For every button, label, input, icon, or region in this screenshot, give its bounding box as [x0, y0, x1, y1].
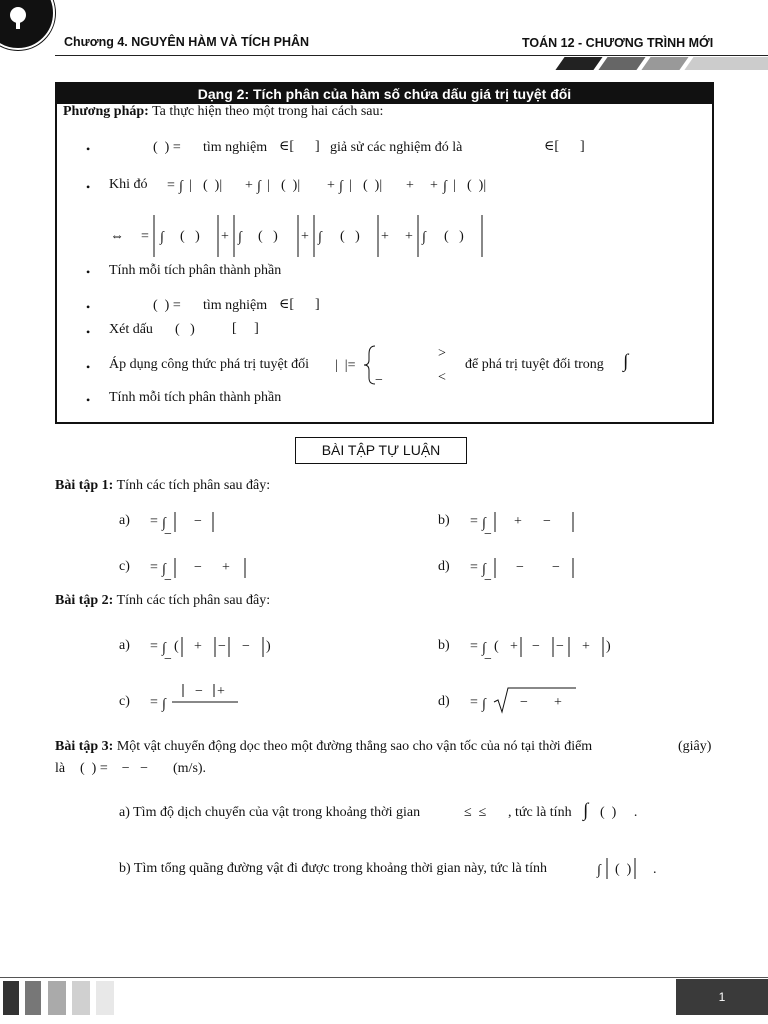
step4-text: Tính mỗi tích phân thành phần [109, 263, 282, 278]
svg-text:∫: ∫ [597, 863, 601, 878]
svg-text:⇔: ⇔ [110, 229, 124, 244]
svg-text:+: + [406, 178, 414, 193]
svg-text:−: − [484, 573, 492, 588]
svg-text:∫: ∫ [162, 641, 166, 656]
svg-text:−: − [516, 560, 524, 575]
part-a-tail: , tức là tính [508, 805, 572, 820]
exercise-3-heading [55, 739, 592, 755]
ex2-d-integral [470, 684, 590, 720]
svg-text:−: − [552, 560, 560, 575]
svg-text:( ): ( ) [258, 229, 278, 244]
ex2-b-integral [470, 630, 630, 666]
method-box-title: Dạng 2: Tích phân của hàm số chứa dấu giá trị tuyệt đối [57, 84, 712, 104]
in-bracket: ∈[ ] [544, 139, 585, 154]
svg-text:−: − [218, 639, 226, 654]
part-b: b) Tìm tổng quãng đường vật đi được trong khoảng thời gian này, tức là tính [119, 861, 547, 876]
ex1-d-integral [470, 552, 590, 586]
svg-text:| |=: | |= [335, 358, 356, 373]
section-title: BÀI TẬP TỰ LUẬN [295, 437, 467, 464]
bullet: • [86, 180, 91, 194]
svg-text:−: − [375, 373, 383, 388]
svg-text:+: + [405, 229, 413, 244]
svg-text:+: + [217, 684, 225, 699]
svg-text:(: ( [174, 639, 179, 654]
header-stripe [684, 57, 768, 70]
exercise-label: Bài tập 2: [55, 593, 114, 608]
svg-text:−: − [242, 639, 250, 654]
bracket-glyph: [ ] [232, 321, 259, 336]
svg-text:|: | [189, 178, 192, 193]
step8-text: Tính mỗi tích phân thành phần [109, 390, 282, 405]
footer-bar [48, 981, 66, 1015]
logo [0, 0, 56, 51]
svg-text:=: = [167, 178, 175, 193]
svg-text:): ) [266, 639, 271, 654]
svg-text:( ): ( ) [180, 229, 200, 244]
svg-text:−: − [164, 573, 172, 588]
bullet: • [86, 360, 91, 374]
svg-text:.: . [653, 862, 657, 877]
svg-text:∫: ∫ [339, 179, 343, 194]
footer-bar [96, 981, 114, 1015]
header-stripe [641, 57, 688, 70]
svg-text:( ): ( ) [615, 862, 632, 877]
integral-sign: ∫ [583, 800, 589, 821]
svg-text:|: | [453, 178, 456, 193]
svg-text:+: + [381, 229, 389, 244]
svg-text:−: − [556, 639, 564, 654]
svg-text:+: + [582, 639, 590, 654]
ex2-a-integral [150, 630, 290, 666]
header-stripe [555, 57, 602, 70]
equiv-sum [110, 213, 490, 259]
in-bracket: ∈[ ] [279, 297, 320, 312]
step7-b: để phá trị tuyệt đối trong [465, 357, 604, 372]
ex1-b-integral [470, 506, 590, 540]
item-label: a) [119, 638, 130, 653]
svg-text:+: + [194, 639, 202, 654]
svg-text:∫: ∫ [179, 179, 183, 194]
svg-text:=: = [470, 514, 478, 529]
svg-text:+: + [221, 229, 229, 244]
svg-text:∫: ∫ [162, 562, 166, 577]
bullet: • [86, 265, 91, 279]
course-title: TOÁN 12 - CHƯƠNG TRÌNH MỚI [522, 36, 714, 50]
svg-text:(: ( [494, 639, 499, 654]
item-label: a) [119, 513, 130, 528]
part-a: a) Tìm độ dịch chuyển của vật trong khoảng thời gian [119, 805, 421, 820]
ex1-c-integral [150, 552, 260, 586]
line2-start: là [55, 761, 66, 776]
svg-text:+: + [327, 178, 335, 193]
svg-text:−: − [543, 514, 551, 529]
ex1-a-integral [150, 506, 230, 540]
step6-text: Xét dấu [109, 322, 153, 337]
exercise-text: Tính các tích phân sau đây: [116, 478, 271, 493]
svg-text:+: + [222, 560, 230, 575]
svg-text:( )|: ( )| [363, 178, 383, 193]
inequality-glyph: ≤ ≤ [464, 805, 487, 820]
exercise-text: Một vật chuyển động dọc theo một đường thẳng sao cho vận tốc của nó tại thời điểm [116, 739, 593, 754]
svg-text:( )|: ( )| [467, 178, 487, 193]
svg-text:=: = [150, 695, 158, 710]
item-label: d) [438, 694, 450, 709]
unit-time: (giây) [678, 739, 712, 754]
svg-text:−: − [484, 527, 492, 542]
svg-text:−: − [164, 652, 172, 667]
header-divider [55, 55, 768, 56]
svg-text:−: − [164, 527, 172, 542]
chapter-title: Chương 4. NGUYÊN HÀM VÀ TÍCH PHÂN [64, 35, 310, 49]
footer-bar [72, 981, 90, 1015]
svg-text:−: − [195, 684, 203, 699]
step5-mid: tìm nghiệm [203, 298, 268, 313]
step2-label: Khi đó [109, 177, 148, 192]
svg-text:+: + [301, 229, 309, 244]
svg-text:( ): ( ) [340, 229, 360, 244]
svg-text:=: = [150, 514, 158, 529]
step1-tail: giả sử các nghiệm đó là [330, 140, 463, 155]
exercise-1-heading [55, 478, 270, 494]
svg-text:−: − [194, 560, 202, 575]
paren-glyph: ( ) = [153, 298, 181, 313]
svg-text:=: = [470, 695, 478, 710]
svg-text:): ) [606, 639, 611, 654]
step7-a: Áp dụng công thức phá trị tuyệt đối [109, 357, 310, 372]
exercise-label: Bài tập 1: [55, 478, 114, 493]
svg-text:−: − [520, 695, 528, 710]
bullet: • [86, 300, 91, 314]
svg-text:( )|: ( )| [281, 178, 301, 193]
item-label: b) [438, 513, 450, 528]
exercise-text: Tính các tích phân sau đây: [116, 593, 271, 608]
footer-bar [3, 981, 19, 1015]
svg-text:|: | [349, 178, 352, 193]
svg-text:∫: ∫ [162, 697, 166, 712]
svg-text:+: + [510, 639, 518, 654]
svg-text:∫: ∫ [422, 230, 426, 245]
svg-text:∫: ∫ [160, 230, 164, 245]
method-intro [63, 104, 383, 120]
sum-of-integrals [165, 172, 505, 198]
header-stripe [598, 57, 645, 70]
velocity-formula: ( ) = − − [80, 761, 149, 776]
integral-sign: ∫ [623, 351, 629, 372]
item-label: c) [119, 694, 130, 709]
svg-text:=: = [470, 639, 478, 654]
bullet: • [86, 393, 91, 407]
paren-glyph: ( ) . [600, 805, 638, 820]
ex2-c-integral [150, 681, 250, 721]
svg-text:∫: ∫ [238, 230, 242, 245]
svg-text:∫: ∫ [162, 516, 166, 531]
svg-text:∫: ∫ [482, 516, 486, 531]
paren-glyph: ( ) [175, 322, 195, 337]
svg-text:=: = [141, 229, 149, 244]
footer-divider [0, 977, 768, 978]
item-label: c) [119, 559, 130, 574]
svg-text:=: = [470, 560, 478, 575]
svg-text:+: + [430, 178, 438, 193]
bullet: • [86, 142, 91, 156]
svg-text:|: | [267, 178, 270, 193]
svg-text:+: + [245, 178, 253, 193]
page-number: 1 [676, 979, 768, 1015]
svg-text:>: > [438, 346, 446, 361]
svg-text:∫: ∫ [318, 230, 322, 245]
svg-text:+: + [514, 514, 522, 529]
method-label: Phương pháp: [63, 104, 149, 119]
svg-text:∫: ∫ [257, 179, 261, 194]
svg-text:=: = [150, 560, 158, 575]
abs-definition [333, 342, 463, 388]
tree-icon [0, 0, 56, 51]
in-bracket: ∈[ ] [279, 139, 320, 154]
svg-text:−: − [484, 652, 492, 667]
svg-text:∫: ∫ [482, 562, 486, 577]
method-text: Ta thực hiện theo một trong hai cách sau: [152, 104, 384, 119]
abs-integral [597, 855, 667, 885]
bullet: • [86, 325, 91, 339]
svg-text:∫: ∫ [482, 697, 486, 712]
svg-text:∫: ∫ [443, 179, 447, 194]
svg-text:−: − [194, 514, 202, 529]
footer-bar [25, 981, 41, 1015]
step1-mid: tìm nghiệm [203, 140, 268, 155]
item-label: d) [438, 559, 450, 574]
svg-text:−: − [532, 639, 540, 654]
unit-speed: (m/s). [173, 761, 207, 776]
paren-glyph: ( ) = [153, 140, 181, 155]
exercise-2-heading [55, 593, 270, 609]
svg-text:=: = [150, 639, 158, 654]
svg-text:∫: ∫ [482, 641, 486, 656]
svg-text:<: < [438, 370, 446, 385]
svg-text:+: + [554, 695, 562, 710]
svg-text:( )|: ( )| [203, 178, 223, 193]
exercise-label: Bài tập 3: [55, 739, 114, 754]
item-label: b) [438, 638, 450, 653]
svg-text:( ): ( ) [444, 229, 464, 244]
